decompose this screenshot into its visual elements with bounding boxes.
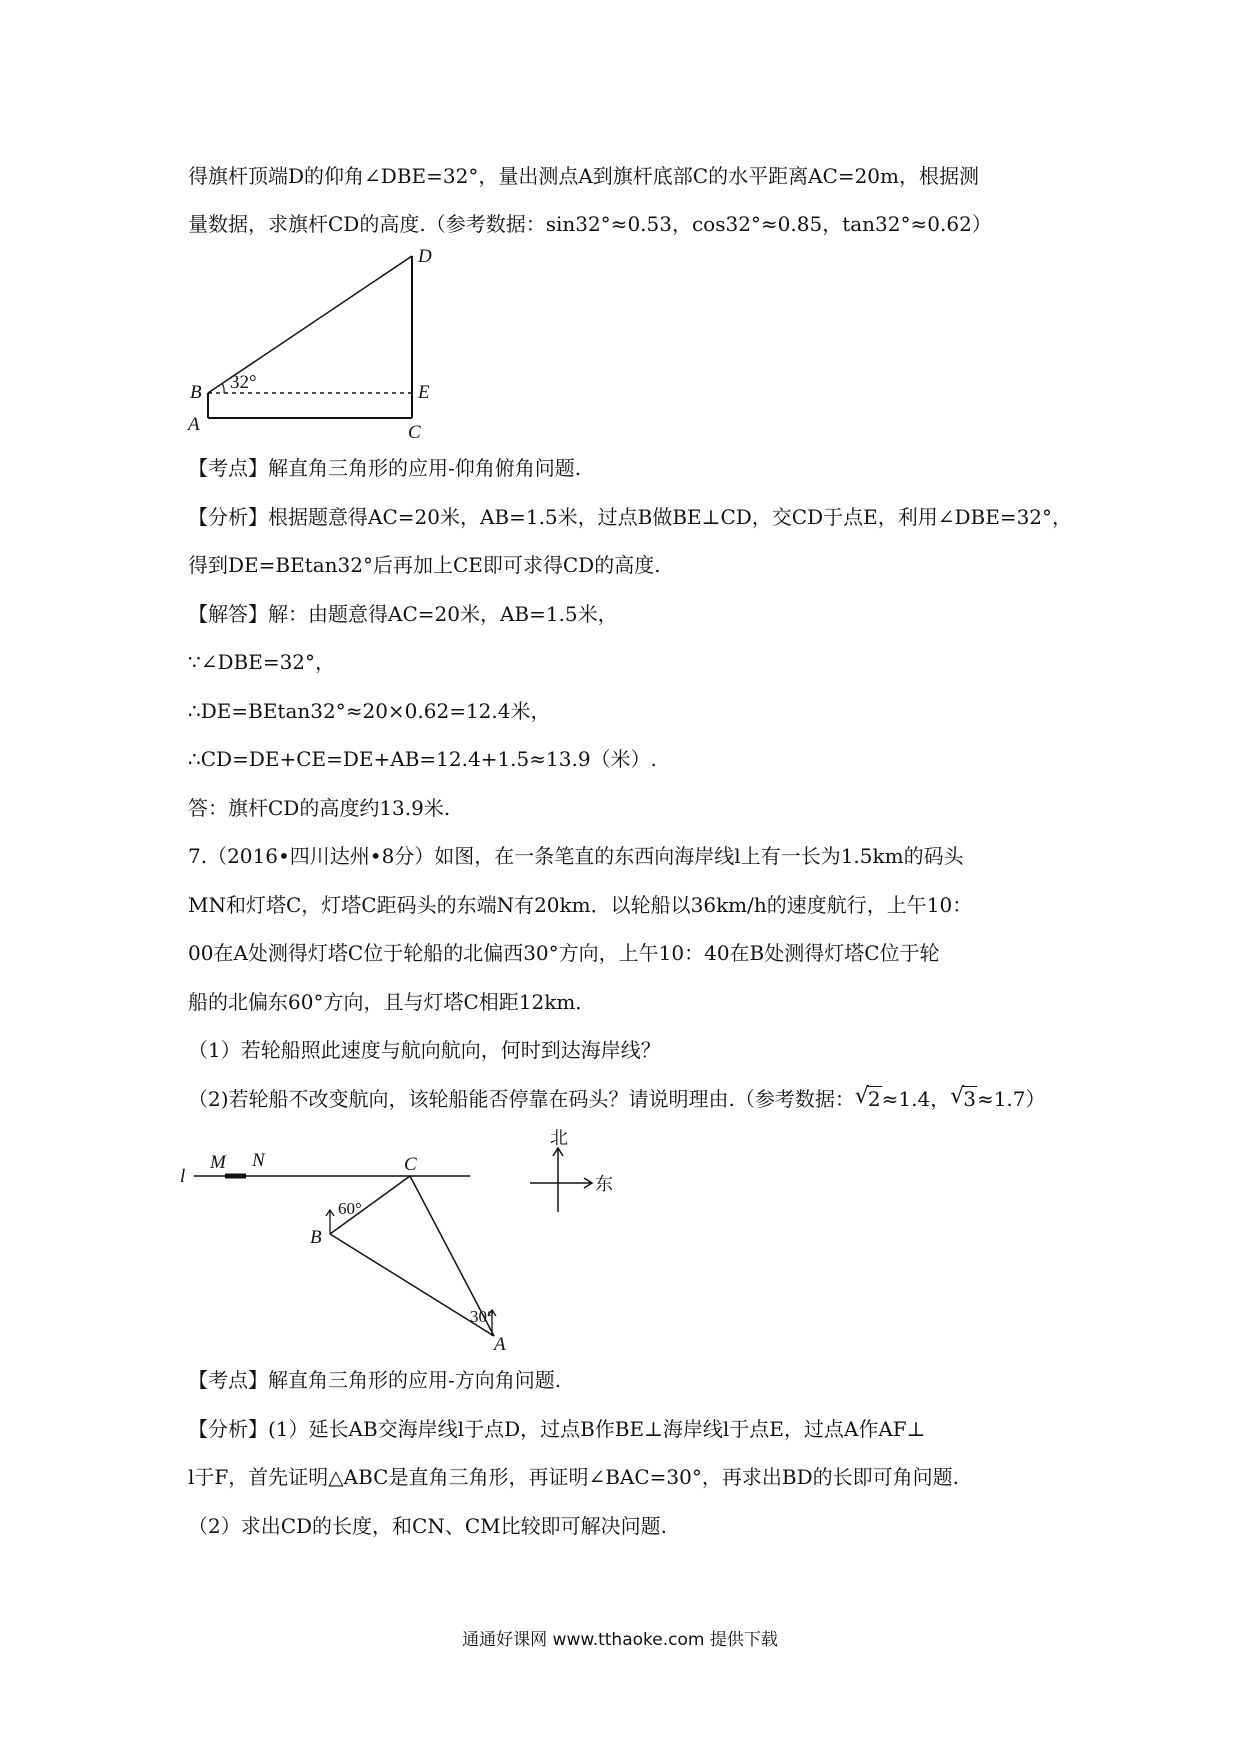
- label-angle-a: 30°: [470, 1307, 494, 1326]
- angle-arc: [222, 383, 224, 393]
- text-line: MN和灯塔C，灯塔C距码头的东端N有20km．以轮船以36km/h的速度航行，上午10：: [188, 893, 973, 917]
- flagpole-figure: [180, 240, 440, 450]
- label-angle: 32°: [230, 372, 257, 393]
- label-c: C: [408, 422, 421, 443]
- text-line: 【解答】解：由题意得AC=20米，AB=1.5米，: [188, 602, 618, 626]
- label-n: N: [252, 1150, 265, 1171]
- text-line: 量数据，求旗杆CD的高度.（参考数据：sin32°≈0.53，cos32°≈0.85，tan32°≈0.62）: [188, 212, 992, 236]
- label-angle-b: 60°: [338, 1199, 362, 1218]
- text-line: ∵∠DBE=32°，: [188, 650, 336, 674]
- page-footer: 通通好课网 www.tthaoke.com 提供下载: [462, 1630, 778, 1650]
- text-line: 船的北偏东60°方向，且与灯塔C相距12km．: [188, 990, 596, 1014]
- label-b: B: [310, 1227, 322, 1248]
- text-segment: ≈1.4，: [881, 1087, 951, 1111]
- text-line: 答：旗杆CD的高度约13.9米.: [188, 796, 451, 820]
- text-line: （2）求出CD的长度，和CN、CM比较即可解决问题.: [188, 1514, 668, 1538]
- label-a: A: [494, 1334, 506, 1355]
- label-c: C: [404, 1154, 417, 1175]
- text-line: 得到DE=BEtan32°后再加上CE即可求得CD的高度.: [188, 553, 661, 577]
- text-line: （1）若轮船照此速度与航向航向，何时到达海岸线？: [188, 1038, 661, 1062]
- compass-east: 东: [595, 1174, 613, 1194]
- compass-north: 北: [550, 1128, 568, 1148]
- text-line: l于F，首先证明△ABC是直角三角形，再证明∠BAC=30°，再求出BD的长即可角问题.: [188, 1465, 959, 1489]
- text-line: ∴DE=BEtan32°≈20×0.62=12.4米，: [188, 699, 551, 723]
- label-a: A: [188, 414, 200, 435]
- label-b: B: [190, 382, 202, 403]
- text-line: 【考点】解直角三角形的应用-仰角俯角问题.: [188, 456, 582, 480]
- text-line: ∴CD=DE+CE=DE+AB=12.4+1.5≈13.9（米）.: [188, 747, 657, 771]
- coastline-figure: [180, 1128, 640, 1355]
- text-line: 【考点】解直角三角形的应用-方向角问题.: [188, 1368, 562, 1392]
- text-line: 【分析】根据题意得AC=20米，AB=1.5米，过点B做BE⊥CD，交CD于点E，利用∠DBE=32°，: [188, 505, 1073, 529]
- label-m: M: [210, 1152, 226, 1173]
- text-line: 00在A处测得灯塔C位于轮船的北偏西30°方向，上午10：40在B处测得灯塔C位于轮: [188, 941, 940, 965]
- text-line: [188, 1084, 1046, 1114]
- label-e: E: [418, 382, 430, 403]
- sqrt-symbol: √ 3: [950, 1084, 976, 1111]
- label-l: l: [180, 1166, 186, 1187]
- text-segment: （2)若轮船不改变航向，该轮船能否停靠在码头？请说明理由.（参考数据：: [188, 1087, 855, 1111]
- text-line: 【分析】(1）延长AB交海岸线l于点D，过点B作BE⊥海岸线l于点E，过点A作AF⊥: [188, 1417, 926, 1441]
- sqrt-symbol: √ 2: [854, 1084, 881, 1111]
- text-segment: ≈1.7）: [976, 1087, 1046, 1111]
- text-line: 得旗杆顶端D的仰角∠DBE=32°，量出测点A到旗杆底部C的水平距离AC=20m，根据测: [188, 164, 979, 188]
- label-d: D: [418, 246, 432, 267]
- text-line: 7.（2016•四川达州•8分）如图，在一条笔直的东西向海岸线l上有一长为1.5km的码头: [188, 844, 964, 868]
